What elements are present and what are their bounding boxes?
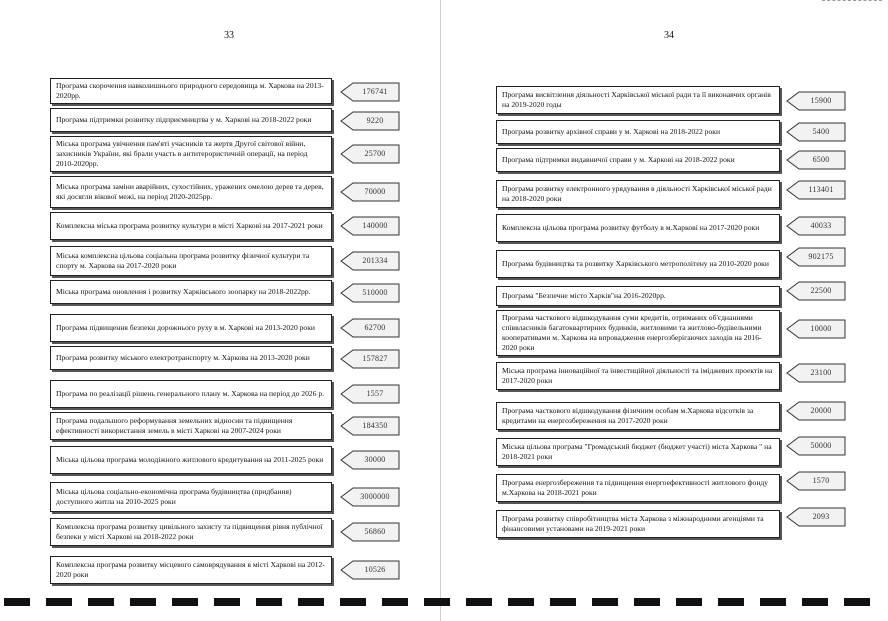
- amount-value: 56860: [364, 527, 386, 536]
- amount-value: 157827: [362, 354, 388, 363]
- program-row-text: Міська цільова соціально-економічна програма будівництва (придбання) доступного житла на 2010-2025 роки: [50, 482, 332, 512]
- border-dash: [130, 598, 156, 606]
- amount-value: 176741: [362, 87, 388, 96]
- amount-value: 113401: [808, 185, 834, 194]
- amount-tag: [340, 111, 400, 131]
- amount-value: 70000: [364, 187, 386, 196]
- program-row-text: Програма по реалізації рішень генерального плану м. Харкова на період до 2026 р.: [50, 380, 332, 408]
- program-row-text: Програма підтримки розвитку підприємництва у м. Харкові на 2018-2022 роки: [50, 108, 332, 132]
- amount-value: 201334: [362, 256, 388, 265]
- border-dash: [550, 598, 576, 606]
- border-dash: [592, 598, 618, 606]
- amount-value: 510000: [362, 288, 388, 297]
- amount-value: 3000000: [360, 492, 390, 501]
- amount-value: 15900: [810, 96, 832, 105]
- left-page-number: 33: [224, 30, 234, 41]
- amount-value: 6500: [812, 155, 830, 164]
- program-row-text: Програма будівництва та розвитку Харківського метрополітену на 2010-2020 роки: [496, 250, 780, 278]
- amount-value: 902175: [808, 252, 834, 261]
- amount-value: 62700: [364, 323, 386, 332]
- amount-tag: [786, 471, 846, 491]
- program-row-text: Міська програма інноваційної та інвестиційної діяльності та іміджевих проектів на 2017-2020 роки: [496, 362, 780, 390]
- amount-value: 25700: [364, 149, 386, 158]
- amount-tag: [786, 150, 846, 170]
- border-dash: [466, 598, 492, 606]
- amount-tag: [340, 384, 400, 404]
- amount-tag: [786, 91, 846, 111]
- program-row-text: Програма розвитку архівної справи у м. Харкові на 2018-2022 роки: [496, 120, 780, 144]
- amount-value: 9220: [366, 116, 384, 125]
- program-row-text: Міська цільова програма "Громадський бюджет (бюджет участі) міста Харкова " на 2018-2021 роки: [496, 438, 780, 466]
- border-dash: [424, 598, 450, 606]
- amount-tag: [340, 182, 400, 202]
- amount-tag: [340, 522, 400, 542]
- amount-tag: [786, 180, 846, 200]
- amount-tag: [340, 560, 400, 580]
- amount-tag: [786, 216, 846, 236]
- border-dash: [298, 598, 324, 606]
- border-dash: [718, 598, 744, 606]
- program-row-text: Програма розвитку співробітництва міста Харкова з міжнародними агенціями та фінансовими установами на 2019-2021 роки: [496, 510, 780, 538]
- program-row-text: Програма часткового відшкодування фізичним особам м.Харкова відсотків за кредитами на енергозбереження на 2017-2020 роки: [496, 402, 780, 430]
- program-row-text: Програма часткового відшкодування суми кредитів, отриманих об'єднаннями співвласників багатоквартирних будинків, житловими та житлово-будівельними кооперативами м. Харкова на впровадження енергозберігаючих заходів на 2016-2020 роки: [496, 310, 780, 356]
- amount-tag: [786, 281, 846, 301]
- amount-tag: [786, 247, 846, 267]
- amount-value: 184350: [362, 421, 388, 430]
- amount-tag: [340, 450, 400, 470]
- border-dash: [340, 598, 366, 606]
- amount-tag: [786, 319, 846, 339]
- amount-tag: [340, 283, 400, 303]
- border-dash: [214, 598, 240, 606]
- amount-value: 10526: [364, 565, 386, 574]
- amount-tag: [786, 507, 846, 527]
- amount-value: 23100: [810, 368, 832, 377]
- border-dash: [760, 598, 786, 606]
- amount-value: 1570: [812, 476, 830, 485]
- scan-corner-mark: [822, 0, 882, 4]
- amount-tag: [340, 216, 400, 236]
- program-row-text: Програма висвітлення діяльності Харківської міської ради та її виконавчих органів на 2019-2020 годы: [496, 86, 780, 114]
- amount-value: 30000: [364, 455, 386, 464]
- amount-value: 10000: [810, 324, 832, 333]
- amount-value: 2093: [812, 512, 830, 521]
- amount-tag: [786, 122, 846, 142]
- program-row-text: Програма "Безпечне місто Харків"на 2016-2020рр.: [496, 286, 780, 306]
- amount-tag: [340, 416, 400, 436]
- amount-tag: [340, 251, 400, 271]
- border-dash: [382, 598, 408, 606]
- program-row-text: Комплексна міська програма розвитку культури в місті Харкові на 2017-2021 роки: [50, 212, 332, 240]
- border-dash: [172, 598, 198, 606]
- program-row-text: Міська програма оновлення і розвитку Харківського зоопарку на 2018-2022рр.: [50, 280, 332, 304]
- border-dash: [634, 598, 660, 606]
- right-page-number: 34: [664, 30, 674, 41]
- amount-value: 1557: [366, 389, 384, 398]
- amount-value: 140000: [362, 221, 388, 230]
- program-row-text: Програма енергозбереження та підвищення енергоефективності житлового фонду м.Харкова на 2018-2021 роки: [496, 474, 780, 502]
- border-dash: [88, 598, 114, 606]
- amount-value: 40033: [810, 221, 832, 230]
- amount-value: 20000: [810, 406, 832, 415]
- amount-tag: [340, 318, 400, 338]
- program-row-text: Програма розвитку міського електротранспорту м. Харкова на 2013-2020 роки: [50, 346, 332, 370]
- border-dash: [46, 598, 72, 606]
- program-row-text: Міська комплексна цільова соціальна програма розвитку фізичної культури та спорту м. Харкова на 2017-2020 роки: [50, 246, 332, 276]
- border-dash: [256, 598, 282, 606]
- program-row-text: Міська цільова програма молодіжного житлового кредитування на 2011-2025 роки: [50, 446, 332, 474]
- program-row-text: Комплексна програма розвитку цивільного захисту та підвищення рівня публічної безпеки у місті Харкові на 2018-2022 роки: [50, 518, 332, 546]
- program-row-text: Комплексна цільова програма розвитку футболу в м.Харкові на 2017-2020 роки: [496, 214, 780, 242]
- amount-tag: [786, 401, 846, 421]
- amount-tag: [786, 436, 846, 456]
- border-dash: [676, 598, 702, 606]
- amount-tag: [340, 349, 400, 369]
- border-dash: [844, 598, 870, 606]
- amount-tag: [340, 144, 400, 164]
- border-dash: [4, 598, 30, 606]
- program-row-text: Комплексна програма розвитку місцевого самоврядування в місті Харкові на 2012-2020 роки: [50, 556, 332, 584]
- border-dash: [802, 598, 828, 606]
- program-row-text: Міська програма увічнення пам'яті учасників та жертв Другої світової війни, захисників України, які брали участь в антитерористичній операції, на період 2010-2020рр.: [50, 136, 332, 172]
- program-row-text: Програма скорочення навколишнього природного середовища м. Харкова на 2013-2020рр.: [50, 78, 332, 104]
- amount-tag: [340, 82, 400, 102]
- amount-value: 22500: [810, 286, 832, 295]
- amount-value: 50000: [810, 441, 832, 450]
- amount-tag: [786, 363, 846, 383]
- program-row-text: Програма підтримки видавничої справи у м. Харкові на 2018-2022 роки: [496, 148, 780, 172]
- amount-tag: [340, 487, 400, 507]
- amount-value: 5400: [812, 127, 830, 136]
- program-row-text: Програма розвитку електронного урядування в діяльності Харківської міської ради на 2018-2020 роки: [496, 180, 780, 208]
- page-fold-line: [440, 0, 441, 621]
- program-row-text: Міська програма заміни аварійних, сухостійних, уражених омелою дерев та дерев, які досягли вікової межі, на період 2020-2025рр.: [50, 176, 332, 208]
- program-row-text: Програма підвищення безпеки дорожнього руху в м. Харкові на 2013-2020 роки: [50, 314, 332, 342]
- program-row-text: Програма подальшого реформування земельних відносин та підвищення ефективності використання земель в місті Харкові на 2007-2024 роки: [50, 412, 332, 440]
- border-dash: [508, 598, 534, 606]
